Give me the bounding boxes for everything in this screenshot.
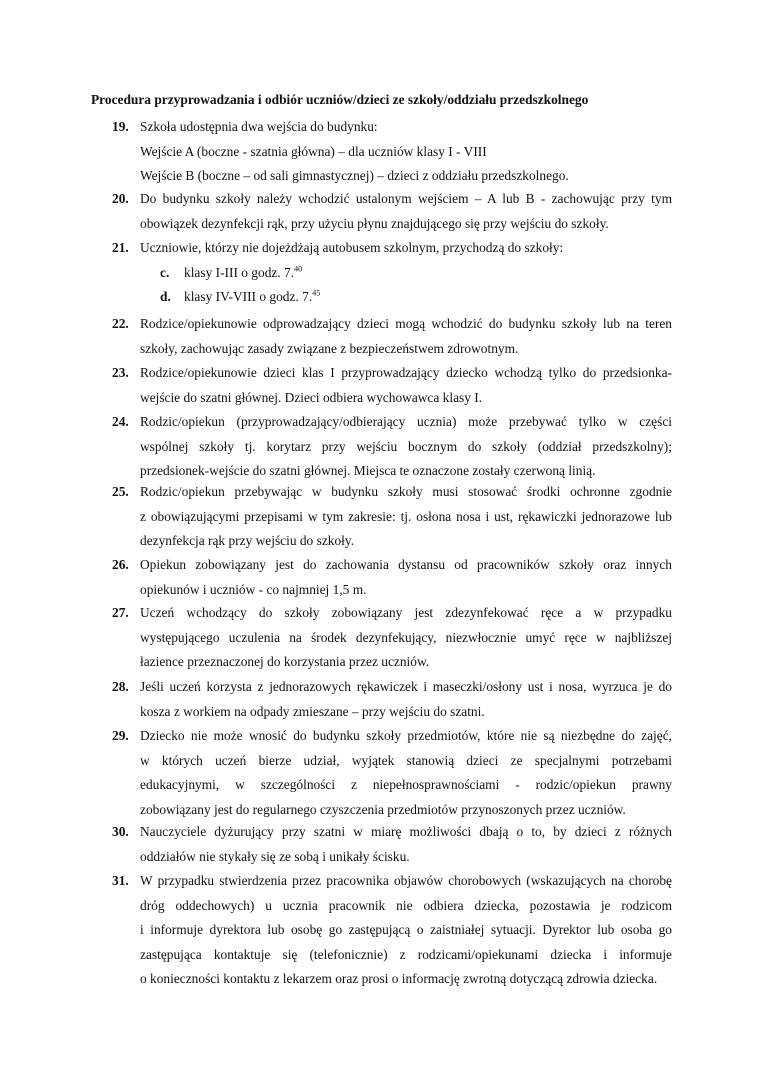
list-item-25	[112, 480, 672, 554]
item-number: 23.	[112, 365, 129, 380]
item-line: dróg oddechowych) u ucznia pracownik nie odbiera dziecka, pozostawia je rodzicom	[140, 897, 672, 913]
list-item-19	[112, 115, 672, 189]
item-text	[140, 410, 672, 484]
item-number: 24.	[112, 414, 129, 429]
item-line: obowiązek dezynfekcji rąk, przy użyciu płynu znajdującego się przy wejściu do szkoły.	[140, 215, 609, 231]
item-text	[140, 869, 672, 992]
list-item-31	[112, 869, 672, 992]
item-number: 22.	[112, 316, 129, 331]
list-item-23	[112, 361, 672, 410]
item-number: 27.	[112, 605, 129, 620]
item-line: Rodzic/opiekun przebywając w budynku szkoły musi stosować środki ochronne zgodnie	[140, 484, 672, 499]
list-item-28	[112, 675, 672, 724]
sub-item-letter: d.	[160, 289, 171, 304]
item-line: i informuje dyrektora lub osobę go zastępującą o zaistniałej sytuacji. Dyrektor lub osoba go	[140, 922, 672, 938]
item-line: Wejście B (boczne – od sali gimnastycznej) – dzieci z oddziału przedszkolnego.	[140, 168, 569, 184]
item-line: Rodzic/opiekun (przyprowadzający/odbierający ucznia) może przebywać tylko w części	[140, 414, 672, 429]
item-line: zastępująca kontaktuje się (telefonicznie) z rodzicami/opiekunami dziecka i informuje	[140, 946, 672, 962]
item-number: 28.	[112, 679, 129, 694]
item-number: 31.	[112, 873, 129, 888]
list-item-29	[112, 724, 672, 822]
item-line: dezynfekcja rąk przy wejściu do szkoły.	[140, 533, 355, 549]
list-item-30	[112, 820, 672, 869]
item-text	[140, 115, 672, 189]
item-line: o konieczności kontaktu z lekarzem oraz prosi o informację zwrotną dotyczącą zdrowia dziecka.	[140, 971, 658, 987]
item-text	[140, 480, 672, 554]
item-line: Do budynku szkoły należy wchodzić ustalonym wejściem – A lub B - zachowując przy tym	[140, 191, 672, 206]
item-text	[140, 187, 672, 236]
item-line: Rodzice/opiekunowie dzieci klas I przyprowadzający dziecko wchodzą tylko do przedsionka-	[140, 365, 672, 380]
item-line: Opiekun zobowiązany jest do zachowania dystansu od pracowników szkoły oraz innych	[140, 557, 672, 572]
item-line: łazience przeznaczonej do korzystania przez uczniów.	[140, 654, 430, 670]
sub-item-d	[160, 285, 320, 310]
item-line: zobowiązany jest do regularnego czyszczenia przedmiotów przynoszonych przez uczniów.	[140, 801, 626, 817]
list-item-21	[112, 236, 672, 261]
list-item-20	[112, 187, 672, 236]
item-line: Jeśli uczeń korzysta z jednorazowych rękawiczek i maseczki/osłony ust i nosa, wyrzuca je do	[140, 679, 672, 694]
item-line: z obowiązującymi przepisami w tym zakresie: tj. osłona nosa i ust, rękawiczki jednorazowe lub	[140, 508, 672, 524]
item-text	[140, 312, 672, 361]
item-line: Uczeń wchodzący do szkoły zobowiązany jest zdezynfekować ręce a w przypadku	[140, 605, 672, 620]
item-line: Rodzice/opiekunowie odprowadzający dzieci mogą wchodzić do budynku szkoły lub na teren	[140, 316, 672, 331]
item-line: opiekunów i uczniów - co najmniej 1,5 m.	[140, 581, 367, 597]
item-number: 19.	[112, 119, 129, 134]
item-line: edukacyjnymi, w szczególności z niepełnosprawnościami - rodzic/opiekun prawny	[140, 777, 672, 793]
item-text	[140, 820, 672, 869]
item-text	[140, 236, 672, 261]
item-number: 21.	[112, 240, 129, 255]
item-number: 20.	[112, 191, 129, 206]
sub-item-text: klasy IV-VIII o godz. 7.	[184, 289, 313, 304]
item-line: wspólnej szkoły tj. korytarz przy wejściu bocznym do szkoły (oddział przedszkolny);	[140, 438, 672, 454]
item-line: wejście do szatni głównej. Dzieci odbiera wychowawca klasy I.	[140, 389, 483, 405]
item-number: 30.	[112, 824, 129, 839]
item-line: występującego uczulenia na środek dezynfekujący, niezwłocznie umyć ręce w najbliższej	[140, 629, 672, 645]
list-item-24	[112, 410, 672, 484]
item-text	[140, 675, 672, 724]
page-title: Procedura przyprowadzania i odbiór uczniów/dzieci ze szkoły/oddziału przedszkolnego	[91, 92, 589, 107]
list-item-27	[112, 601, 672, 675]
item-text	[140, 361, 672, 410]
item-text	[140, 724, 672, 822]
item-line: szkoły, zachowując zasady związane z bezpieczeństwem zdrowotnym.	[140, 340, 519, 356]
item-line: Wejście A (boczne - szatnia główna) – dla uczniów klasy I - VIII	[140, 143, 487, 159]
item-line: oddziałów nie stykały się ze sobą i unikały ścisku.	[140, 848, 410, 864]
item-number: 25.	[112, 484, 129, 499]
sub-item-letter: c.	[160, 265, 170, 280]
item-line: kosza z workiem na odpady zmieszane – przy wejściu do szatni.	[140, 703, 485, 719]
sub-item-c	[160, 261, 302, 286]
sub-item-text: klasy I-III o godz. 7.	[184, 265, 295, 280]
item-number: 29.	[112, 728, 129, 743]
item-text	[140, 601, 672, 675]
sub-item-superscript: 45	[312, 288, 321, 298]
list-item-26	[112, 553, 672, 602]
sub-item-superscript: 40	[294, 264, 303, 274]
list-item-22	[112, 312, 672, 361]
item-number: 26.	[112, 557, 129, 572]
item-text	[140, 553, 672, 602]
item-line: przedsionek-wejście do szatni głównej. Miejsca te oznaczone zostały czerwoną linią.	[140, 463, 596, 479]
item-line: Nauczyciele dyżurujący przy szatni w miarę możliwości dbają o to, by dzieci z różnych	[140, 824, 672, 839]
item-line: w których uczeń bierze udział, wyjątek stanowią dzieci ze specjalnymi potrzebami	[140, 752, 672, 768]
item-line: Dziecko nie może wnosić do budynku szkoły przedmiotów, które nie są niezbędne do zajęć,	[140, 728, 672, 743]
item-line: Szkoła udostępnia dwa wejścia do budynku:	[140, 119, 378, 134]
item-line: W przypadku stwierdzenia przez pracownika objawów chorobowych (wskazujących na chorobę	[140, 873, 672, 888]
item-line: Uczniowie, którzy nie dojeżdżają autobusem szkolnym, przychodzą do szkoły:	[140, 240, 564, 255]
